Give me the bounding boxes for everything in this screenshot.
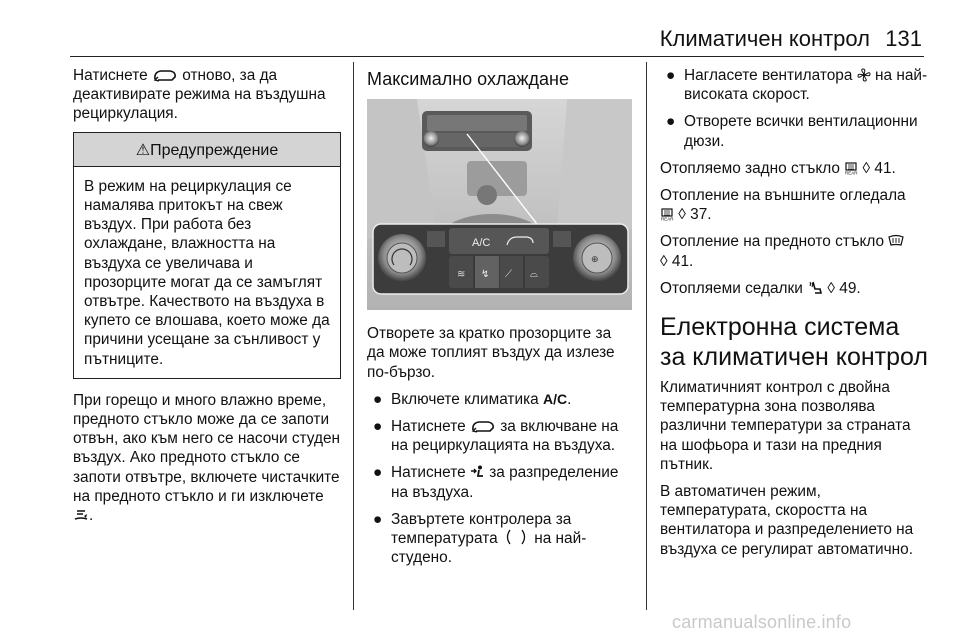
recirculation-icon xyxy=(470,420,496,433)
svg-text:REAR: REAR xyxy=(845,170,858,175)
svg-text:≋: ≋ xyxy=(457,269,466,281)
recirculation-icon xyxy=(152,69,178,82)
svg-text:REAR: REAR xyxy=(661,216,674,222)
header-rule xyxy=(70,56,924,57)
header-title: Климатичен контрол xyxy=(659,26,870,51)
ac-label: A/C xyxy=(542,390,568,407)
list-item: ● Натиснете за включване на на рециркулацията на въздуха. xyxy=(373,418,619,455)
seat-heat-icon xyxy=(807,280,823,295)
max-cooling-steps-continued xyxy=(660,66,928,151)
list-item: ● Отворете всички вентилационни дюзи. xyxy=(666,113,918,150)
list-item: ● Натиснете за разпределение на въздуха. xyxy=(373,464,619,501)
column-left xyxy=(73,66,341,533)
list-item: ● Включете климатика A/C. xyxy=(373,390,572,408)
max-cooling-steps xyxy=(367,390,632,568)
list-item: ● Нагласете вентилатора на най-високата скорост. xyxy=(666,67,928,104)
ac-button-label: A/C xyxy=(472,237,491,250)
svg-text:↯: ↯ xyxy=(481,269,490,281)
ref-rear-window: Отопляемо задно стъкло REAR ◊ 41. xyxy=(660,159,896,177)
paragraph-dual-zone: Климатичният контрол с двойна температурна зона позволява различни температури за страната на шофьора и тази на предния пътник. xyxy=(660,379,911,473)
mirror-heat-icon xyxy=(660,207,674,221)
warning-icon: ⚠ xyxy=(135,141,151,159)
column-right xyxy=(660,66,928,567)
air-distribution-icon xyxy=(470,465,485,479)
ref-windscreen: Отопление на предното стъкло ◊ 41. xyxy=(660,232,928,270)
windscreen-heat-icon xyxy=(888,234,904,248)
paragraph-recirc-off: Натиснете отново, за да деактивирате режима на въздушна рециркулация. xyxy=(73,67,326,123)
warning-body: В режим на рециркулация се намалява притокът на свеж въздух. При работа без охлаждане, влажността на въздуха се увеличава и прозорците могат да се замъглят отвътре. Качеството на въздуха в купето се влошава, което може да причини усещане за сънливост у пътниците. xyxy=(84,177,330,368)
svg-text:⊕: ⊕ xyxy=(591,254,599,265)
ref-mirrors: Отопление на външните огледала REAR ◊ 37. xyxy=(660,187,906,224)
defrost-icon xyxy=(73,508,89,522)
column-middle xyxy=(367,66,632,575)
console-figure xyxy=(367,99,632,310)
column-divider-2 xyxy=(646,62,647,610)
warning-box xyxy=(73,132,341,379)
watermark: carmanualsonline.info xyxy=(672,612,852,632)
svg-text:⟋: ⟋ xyxy=(505,269,512,281)
column-divider-1 xyxy=(353,62,354,610)
paragraph-auto-mode: В автоматичен режим, температурата, скоростта на вентилатора и разпределението на въздуха се регулират автоматично. xyxy=(660,483,914,558)
svg-text:⌓: ⌓ xyxy=(530,269,538,281)
fan-icon xyxy=(857,68,871,82)
paragraph-open-windows: Отворете за кратко прозорците за да може топлият въздух да излезе по-бързо. xyxy=(367,325,615,381)
section-title-electronic-climate: Електронна система за климатичен контрол xyxy=(660,313,928,372)
page-number: 131 xyxy=(885,26,922,51)
list-item: ● Завъртете контролера за температурата на най-студено. xyxy=(373,510,587,567)
ref-seats: Отопляеми седалки ◊ 49. xyxy=(660,279,861,297)
section-title-max-cooling: Максимално охлаждане xyxy=(367,69,570,89)
rear-window-heat-icon xyxy=(844,161,858,175)
paragraph-fogging: При горещо и много влажно време, предното стъкло може да се запоти отвън, ако към него се насочи студен въздух. Ако предното стъкло се запоти отвътре, включете чистачките на предното стъкло и ги изключете . xyxy=(73,391,340,525)
warning-title: ⚠Предупреждение xyxy=(74,133,340,167)
temperature-knob-icon xyxy=(502,529,530,545)
